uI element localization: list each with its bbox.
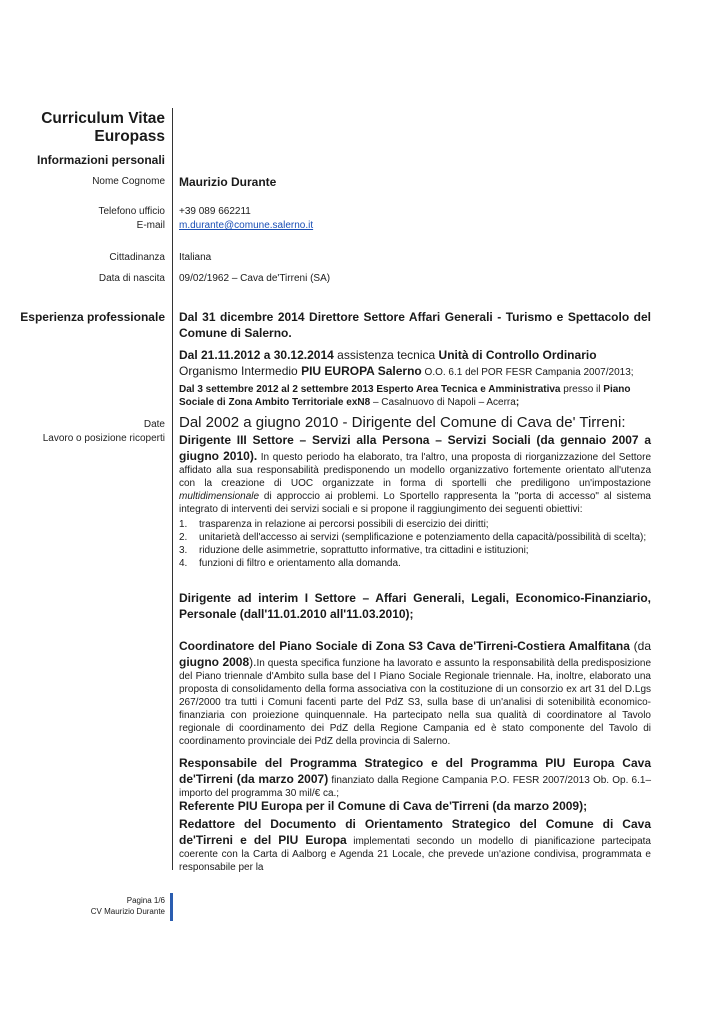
cv-title	[41, 110, 165, 146]
experience-entry-10	[179, 816, 651, 874]
phone-value: +39 089 662211	[179, 206, 251, 217]
objective-number: 1.	[179, 519, 188, 530]
e7-date: giugno 2008	[179, 655, 250, 669]
e3-bold3: ;	[515, 397, 520, 408]
e8-title: Responsabile del Programma Strategico e del Programma PIU Europa Cava de'Tirreni (da marzo 2007)	[179, 756, 651, 786]
experience-entry-1: Dal 31 dicembre 2014 Direttore Settore Affari Generali - Turismo e Spettacolo del Comune di Salerno.	[179, 310, 651, 340]
e5-text1: In questo periodo ha elaborato, tra l'altro, una proposta di riorganizzazione del Settore affidato alla sua responsabilità predisponendo un modello organizzativo fortemente orientato all'utenza con la creazione di UOC organizzate in forma di sportelli che prediligono un'impostazione	[179, 452, 652, 489]
e2-text2: Organismo Intermedio	[179, 364, 302, 378]
e2-dates: Dal 21.11.2012 a 30.12.2014	[179, 348, 334, 362]
objective-item	[179, 557, 651, 570]
e7-body: In questa specifica funzione ha lavorato e assunto la responsabilità della predisposizione del Piano triennale d'Ambito sulla base del I Piano Sociale Regionale triennale. Ha, inoltre, elaborato una proposta di consolidamento della forma associativa con la costituzione di un consorzio ex art 31 del D.Lgs 267/2000 tra tutti i Comuni facenti parte del PdZ S3, sulla base di un'analisi di sotenibilità economico-finanziaria con proiezione quinquennale. Ha partecipato nella sua qualità di coordinatore al Tavolo regionale di coordinamento dei PdZ della Regione Campania ed è stato componente del Tavolo di coordinamento provinciale dei PdZ della provincia di Salerno.	[179, 658, 652, 747]
column-divider	[172, 108, 173, 870]
objective-number: 4.	[179, 558, 188, 569]
experience-entry-9: Referente PIU Europa per il Comune di Cava de'Tirreni (da marzo 2009);	[179, 799, 588, 813]
e2-text1: assistenza tecnica	[333, 348, 439, 362]
name-label: Nome Cognome	[92, 176, 165, 187]
e8-text: finanziato dalla Regione Campania P.O. FESR 2007/2013 Ob. Op. 6.1– importo del programma 30 mil/€ ca.;	[179, 775, 652, 799]
role-label: Lavoro o posizione ricoperti	[42, 433, 165, 444]
objective-text: trasparenza in relazione ai percorsi possibili di esercizio dei diritti;	[199, 519, 489, 530]
e4-role: Dirigente del Comune di Cava de' Tirreni:	[351, 414, 626, 431]
birth-label: Data di nascita	[98, 273, 165, 284]
citizenship-value: Italiana	[179, 252, 212, 263]
cv-title-line2: Europass	[94, 128, 165, 145]
experience-entry-7	[179, 638, 651, 748]
e10-text: implementati secondo un modello di pianificazione partecipata coerente con la Carta di Aalborg e Agenda 21 Locale, che prevede un'azione condivisa, programmata e responsabile per la	[179, 836, 651, 873]
e5-title: Dirigente III Settore – Servizi alla Persona – Servizi Sociali (da gennaio 2007 a giugno 2010).	[179, 433, 651, 463]
e2-text3: O.O. 6.1 del POR FESR Campania 2007/2013;	[421, 367, 634, 378]
e2-unit: Unità di Controllo Ordinario	[438, 348, 597, 362]
e4-sep: -	[338, 414, 352, 431]
e3-text2: – Casalnuovo di Napoli – Acerra	[370, 397, 516, 408]
e5-text2: di approccio ai problemi. Lo Sportello rappresenta la "porta di accesso" al sistema integrato di interventi dei servizi sociali e si propone il raggiungimento dei seguenti obiettivi:	[179, 491, 651, 515]
e7-text1: (da	[629, 639, 651, 653]
citizenship-label: Cittadinanza	[109, 252, 165, 263]
e7-title: Coordinatore del Piano Sociale di Zona S3 Cava de'Tirreni-Costiera Amalfitana	[179, 639, 630, 653]
phone-label: Telefono ufficio	[98, 206, 165, 217]
e10-title: Redattore del Documento di Orientamento Strategico del Comune di Cava de'Tirreni e del PIU Europa	[179, 817, 651, 847]
experience-entry-2	[179, 347, 651, 381]
objectives-list	[179, 518, 651, 570]
section-experience: Esperienza professionale	[20, 310, 165, 324]
experience-entry-8	[179, 755, 651, 800]
e7-text2: ).	[249, 655, 257, 669]
e3-bold1: Dal 3 settembre 2012 al 2 settembre 2013 Esperto Area Tecnica e Amministrativa	[179, 384, 561, 395]
experience-entry-5	[179, 432, 651, 516]
objective-number: 2.	[179, 532, 188, 543]
e2-program: PIU EUROPA Salerno	[301, 364, 422, 378]
name-value: Maurizio Durante	[179, 175, 277, 189]
email-label: E-mail	[136, 220, 165, 231]
e3-bold2: Piano Sociale di Zona Ambito Territoriale exN8	[179, 384, 631, 408]
birth-value: 09/02/1962 – Cava de'Tirreni (SA)	[179, 273, 331, 284]
experience-entry-4	[179, 414, 651, 432]
cv-title-line1: Curriculum Vitae	[41, 110, 165, 127]
page-footer	[91, 895, 165, 917]
objective-number: 3.	[179, 545, 188, 556]
objective-text: riduzione delle asimmetrie, soprattutto informative, tra cittadini e istituzioni;	[199, 545, 529, 556]
objective-text: unitarietà dell'accesso ai servizi (semplificazione e potenziamento della capacità/possibilità di scelta);	[199, 532, 647, 543]
objective-item	[179, 544, 651, 557]
experience-entry-6: Dirigente ad interim I Settore – Affari Generali, Legali, Economico-Finanziario, Personale (dall'11.01.2010 all'11.03.2010);	[179, 591, 651, 621]
date-label: Date	[143, 419, 165, 430]
experience-entry-3	[179, 383, 651, 409]
objective-item	[179, 518, 651, 531]
page-number: Pagina 1/6	[126, 896, 165, 905]
objective-item	[179, 531, 651, 544]
e3-text1: presso il	[560, 384, 604, 395]
e4-dates: Dal 2002 a giugno 2010	[179, 414, 339, 431]
section-personal-info: Informazioni personali	[36, 153, 165, 167]
footer-doc-name: CV Maurizio Durante	[90, 907, 165, 916]
footer-accent-bar	[170, 893, 173, 921]
e5-italic: multidimensionale	[179, 491, 260, 502]
email-link[interactable]: m.durante@comune.salerno.it	[179, 220, 314, 231]
objective-text: funzioni di filtro e orientamento alla domanda.	[199, 558, 401, 569]
